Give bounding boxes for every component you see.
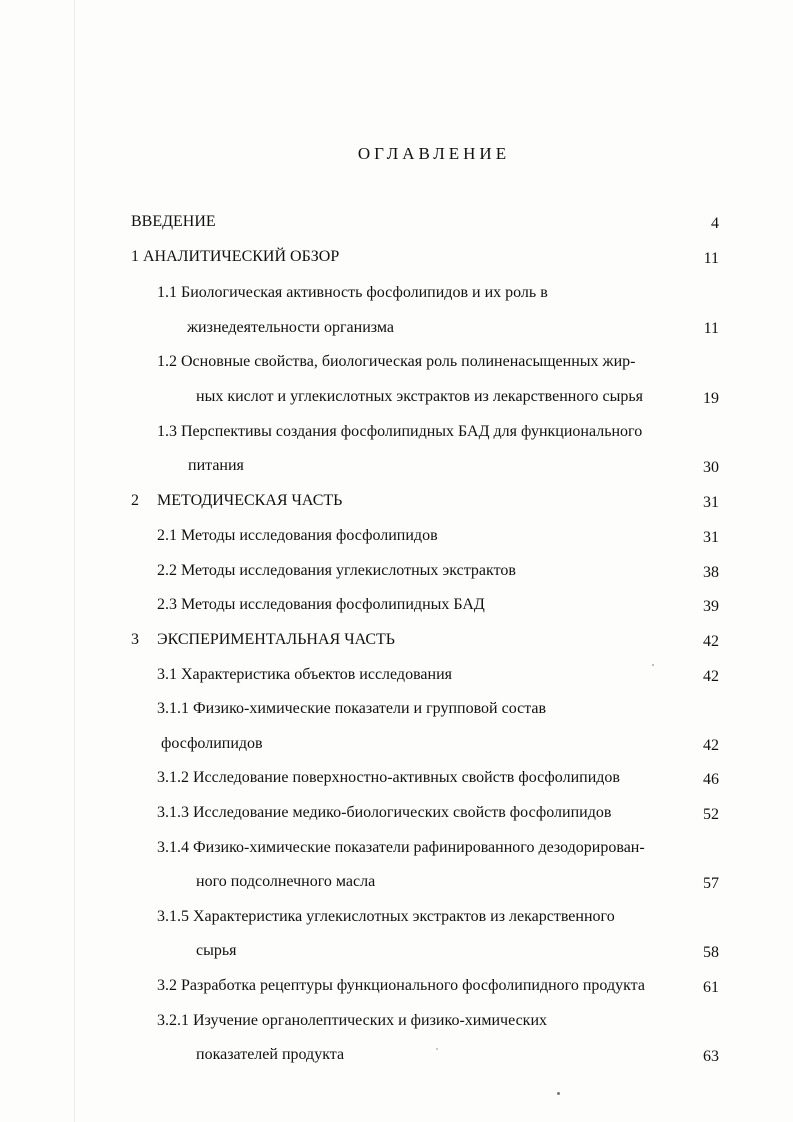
toc-page-3-2: 61 [703,979,719,996]
toc-entry-1-3-line1: 1.3 Перспективы создания фосфолипидных БАД для функционального [157,423,643,440]
toc-page-1-2: 19 [703,390,719,407]
toc-entry-3-1: 3.1 Характеристика объектов исследования [157,666,452,683]
toc-entry-1-1-line1: 1.1 Биологическая активность фосфолипидов и их роль в [157,284,548,301]
toc-entry-3-1-2: 3.1.2 Исследование поверхностно-активных свойств фосфолипидов [157,769,620,786]
scan-speck [557,1092,560,1095]
toc-entry-2-number: 2 [131,492,139,509]
toc-page-3-2-1: 63 [703,1048,719,1065]
toc-entry-3-2: 3.2 Разработка рецептуры функционального фосфолипидного продукта [157,977,645,994]
toc-entry-2-1: 2.1 Методы исследования фосфолипидов [157,527,438,544]
toc-page-2-1: 31 [703,529,719,546]
toc-entry-intro: ВВЕДЕНИЕ [131,213,216,230]
toc-entry-3-2-1-line1: 3.2.1 Изучение органолептических и физико-химических [157,1012,548,1029]
toc-entry-1: 1 АНАЛИТИЧЕСКИЙ ОБЗОР [131,248,340,265]
toc-entry-1-3-line2: питания [188,457,244,474]
toc-entry-1-2-line2: ных кислот и углекислотных экстрактов из лекарственного сырья [196,388,644,405]
toc-page-2: 31 [703,494,719,511]
toc-page-intro: 4 [711,215,719,232]
toc-page-3-1: 42 [703,668,719,685]
toc-entry-3-1-1-line1: 3.1.1 Физико-химические показатели и групповой состав [157,700,547,717]
toc-page-3-1-5: 58 [703,944,719,961]
toc-page-3-1-2: 46 [703,771,719,788]
toc-entry-3-1-5-line2: сырья [196,942,237,959]
toc-entry-3-number: 3 [131,631,139,648]
toc-entry-3-1-4-line2: ного подсолнечного масла [196,873,376,890]
scan-speck [652,664,654,666]
scan-edge-line [74,0,75,1122]
toc-page-2-2: 38 [703,564,719,581]
toc-page-3-1-4: 57 [703,875,719,892]
toc-entry-3-label: ЭКСПЕРИМЕНТАЛЬНАЯ ЧАСТЬ [157,631,395,648]
toc-entry-1-1-line2: жизнедеятельности организма [187,319,394,336]
toc-page-1: 11 [703,250,719,267]
toc-entry-3-2-1-line2: показателей продукта [196,1046,345,1063]
toc-page-3-1-1: 42 [703,737,719,754]
toc-entry-3-1-1-line2: фосфолипидов [161,735,263,752]
toc-page-1-3: 30 [703,459,719,476]
toc-entry-3-1-5-line1: 3.1.5 Характеристика углекислотных экстрактов из лекарственного [157,908,615,925]
page-title: ОГЛАВЛЕНИЕ [357,144,511,163]
toc-entry-2-2: 2.2 Методы исследования углекислотных экстрактов [157,562,516,579]
toc-entry-2-3: 2.3 Методы исследования фосфолипидных БАД [157,596,485,613]
scan-speck [436,1048,438,1050]
toc-entry-1-2-line1: 1.2 Основные свойства, биологическая роль полиненасыщенных жир- [157,353,636,370]
toc-entry-3-1-3: 3.1.3 Исследование медико-биологических свойств фосфолипидов [157,804,612,821]
toc-page-2-3: 39 [703,598,719,615]
toc-entry-3-1-4-line1: 3.1.4 Физико-химические показатели рафинированного дезодорирован- [157,839,645,856]
toc-page-3: 42 [703,633,719,650]
toc-page-1-1: 11 [703,320,719,337]
toc-page-3-1-3: 52 [703,806,719,823]
toc-entry-2-label: МЕТОДИЧЕСКАЯ ЧАСТЬ [157,492,343,509]
